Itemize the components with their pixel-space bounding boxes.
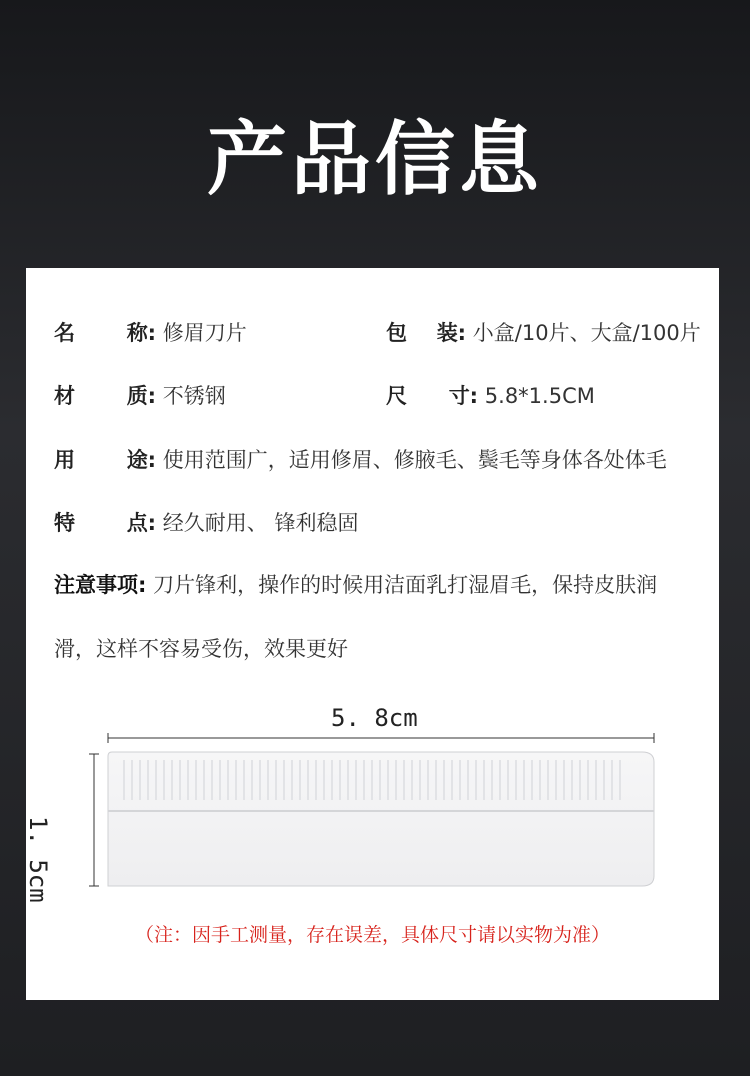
product-info-card: [26, 268, 719, 1000]
name-value: 修眉刀片: [162, 321, 247, 345]
usage-label-a: 用: [54, 448, 75, 472]
size-label-a: 尺: [386, 384, 407, 408]
height-dimension-label: 1. 5cm: [24, 816, 52, 903]
width-dimension-label: 5. 8cm: [331, 704, 418, 732]
feature-value: 经久耐用、 锋利稳固: [162, 511, 359, 535]
package-label-b: 装:: [436, 321, 467, 345]
size-value: 5.8*1.5CM: [484, 384, 595, 408]
info-row-name: [54, 318, 701, 348]
info-row-usage: [54, 445, 667, 475]
package-label-a: 包: [386, 321, 407, 345]
info-row-caution-cont: [54, 634, 348, 664]
info-row-material: [54, 381, 595, 411]
usage-value: 使用范围广，适用修眉、修腋毛、鬓毛等身体各处体毛: [162, 448, 667, 472]
info-row-feature: [54, 508, 358, 538]
page-title: 产品信息: [207, 113, 543, 206]
feature-label-b: 点:: [126, 511, 157, 535]
package-value: 小盒/10片、大盒/100片: [472, 321, 701, 345]
material-label-b: 质:: [126, 384, 157, 408]
feature-label-a: 特: [54, 511, 75, 535]
package-field: [386, 318, 701, 348]
caution-label: 注意事项:: [54, 573, 147, 597]
size-label-b: 寸:: [448, 384, 479, 408]
name-label-a: 名: [54, 321, 75, 345]
material-value: 不锈钢: [162, 384, 226, 408]
measurement-note: （注：因手工测量，存在误差，具体尺寸请以实物为准）: [134, 924, 610, 946]
blade-diagram: [86, 726, 666, 891]
material-label-a: 材: [54, 384, 75, 408]
caution-value-line1: 刀片锋利，操作的时候用洁面乳打湿眉毛，保持皮肤润: [153, 573, 658, 597]
name-label-b: 称:: [126, 321, 157, 345]
info-row-caution: [54, 570, 657, 600]
caution-value-line2: 滑，这样不容易受伤，效果更好: [54, 637, 348, 661]
size-field: [386, 381, 595, 411]
usage-label-b: 途:: [126, 448, 157, 472]
